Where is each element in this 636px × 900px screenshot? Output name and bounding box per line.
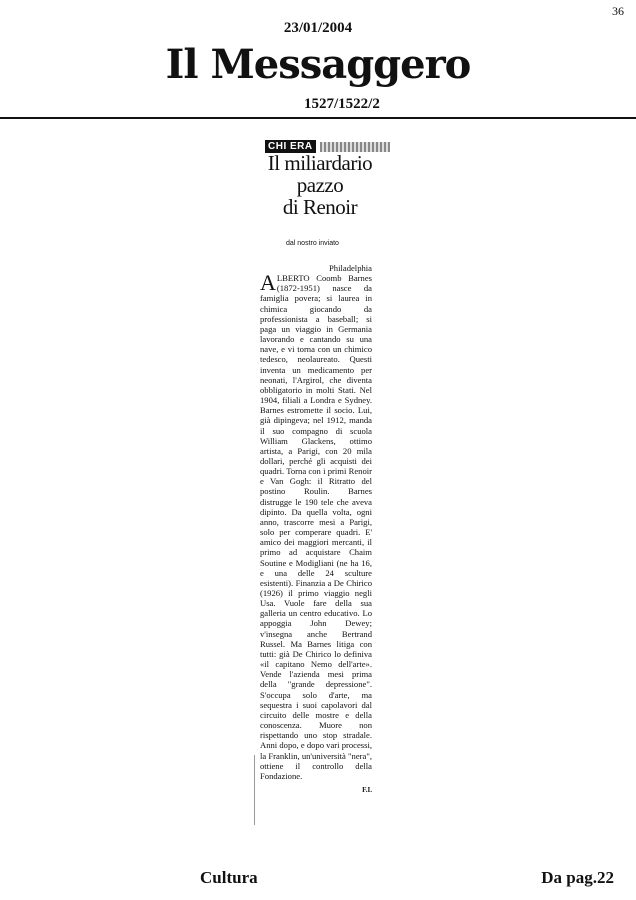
article-body — [260, 263, 372, 795]
article-byline: dal nostro inviato — [286, 240, 339, 247]
issue-date: 23/01/2004 — [283, 20, 353, 36]
headline-line: Il miliardario — [267, 151, 373, 175]
article-dateline: Philadelphia — [329, 263, 372, 273]
margin-mark — [254, 755, 255, 825]
page-reference: Da pag.22 — [541, 868, 614, 887]
newspaper-masthead: Il Messaggero — [165, 41, 471, 88]
page-number: 36 — [612, 4, 624, 18]
headline-line: pazzo — [296, 173, 344, 197]
rubric-decoration — [320, 142, 390, 152]
drop-cap: A — [260, 270, 276, 296]
article-signature: F.I. — [362, 785, 372, 794]
article-headline — [240, 152, 400, 218]
headline-line: di Renoir — [282, 195, 358, 219]
header-divider — [0, 117, 636, 119]
section-name: Cultura — [200, 868, 258, 887]
lead-name: LBERTO — [276, 273, 310, 284]
rubric-label: CHI ERA — [265, 140, 316, 153]
reference-code: 1527/1522/2 — [304, 96, 380, 112]
article-text: Coomb Barnes (1872-1951) nasce da famiglia povera; si laurea in chimica giocando da professionista a baseball; si paga un viaggio in Germania lavorando e cantando su una nave, e vi torna con un chimico tedesco, neolaureato. Questi inventa un medicamento per neonati, l'Argirol, che diventa obbligatorio in molti Stati. Nel 1904, filiali a Londra e Sydney. Barnes estromette il socio. Lui, già dipingeva; nel 1912, manda il suo compagno di scuola William Glackens, ottimo artista, a Parigi, con 20 mila dollari, perché gli acquisti dei quadri. Torna con i primi Renoir e Van Gogh: il Ritratto del postino Roulin. Barnes distrugge le 190 tele che aveva dipinto. Da quella volta, ogni anno, trascorre mesi a Parigi, solo per comperare quadri. E' amico dei maggiori mercanti, il primo ad acquistare Chaim Soutine e Modigliani (ne ha 16, e una delle 24 sculture esistenti). Finanzia a De Chirico (1926) il primo viaggio negli Usa. Vuole fare della sua galleria un centro educativo. Lo appoggia John Dewey; v'insegna anche Bertrand Russel. Ma Barnes litiga con tutti: già De Chirico lo definiva «il capitano Nemo dell'arte». Vende l'azienda mesi prima della "grande depressione". S'occupa solo d'arte, ma sequestra i suoi capolavori dal circuito delle mostre e della conoscenza. Muore non rispettando uno stop stradale. Anni dopo, e dopo vari processi, la Franklin, un'università "nera", ottiene il controllo della Fondazione. — [260, 273, 372, 781]
